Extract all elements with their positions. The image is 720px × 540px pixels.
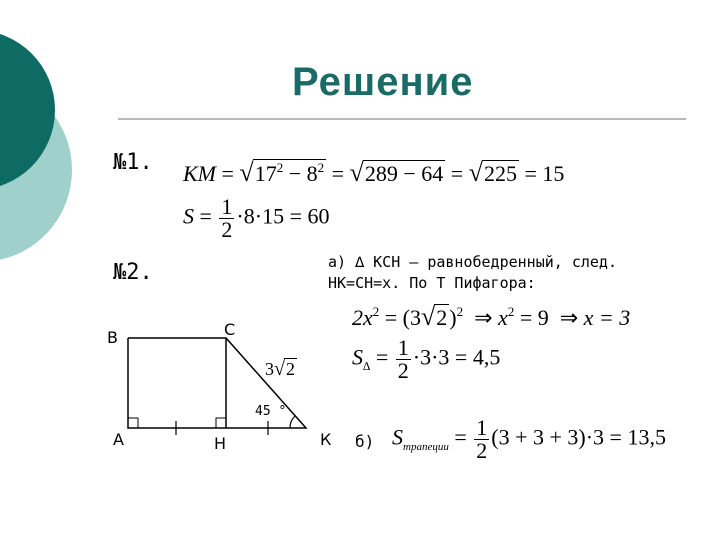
right-angle-a xyxy=(128,418,138,428)
km-radicand-2: 289 − 64 xyxy=(364,161,444,186)
km-equation: KM = $√17^2 - 8^2 = √289 - 64 = √225 = 15$ xyxy=(183,158,565,187)
fraction-half: $\frac{1}{2}$ xyxy=(221,194,233,242)
angle-label: 45 ° xyxy=(255,404,287,419)
page-title: Решение xyxy=(292,60,474,104)
side-ck-label: 3√2 xyxy=(265,358,295,380)
s-lhs: S xyxy=(183,203,194,229)
point-c: С xyxy=(224,320,236,339)
km-radicand-1: $17^2 - 8^2$ xyxy=(254,160,325,186)
point-a: А xyxy=(113,430,124,449)
km-result: 15 xyxy=(542,161,565,186)
part-b-label: б) xyxy=(355,432,375,451)
point-b: В xyxy=(107,328,118,347)
point-h: Н xyxy=(214,434,227,453)
angle-arc-k xyxy=(290,416,295,428)
triangle-area-equation: $S_\Delta$ = $\frac{1}{2}$ ·3·3 = 4,5 xyxy=(352,335,501,383)
trapezoid-area-equation: $S_{трапеции}$ = $\frac{1}{2}$ (3 + 3 + 3)·3 = 13,5 xyxy=(392,415,666,463)
point-k: К xyxy=(320,430,332,449)
part-a-text: а) ∆ КСН – равнобедренный, след. НК=СН=х. По Т Пифагора: xyxy=(328,253,617,292)
km-lhs: KM xyxy=(183,161,216,186)
km-radicand-3: 225 xyxy=(483,161,517,186)
problem2-label: №2. xyxy=(113,260,153,285)
area-equation: S = $\frac{1}{2}$ ·8·15 = 60 xyxy=(183,194,330,242)
pythagoras-equation: $2x^2 = (3√2)^2$ ⇒ $x^2 = 9$ ⇒ x = 3 xyxy=(352,302,631,331)
problem1-label: №1. xyxy=(113,150,153,175)
right-angle-h xyxy=(216,418,226,428)
